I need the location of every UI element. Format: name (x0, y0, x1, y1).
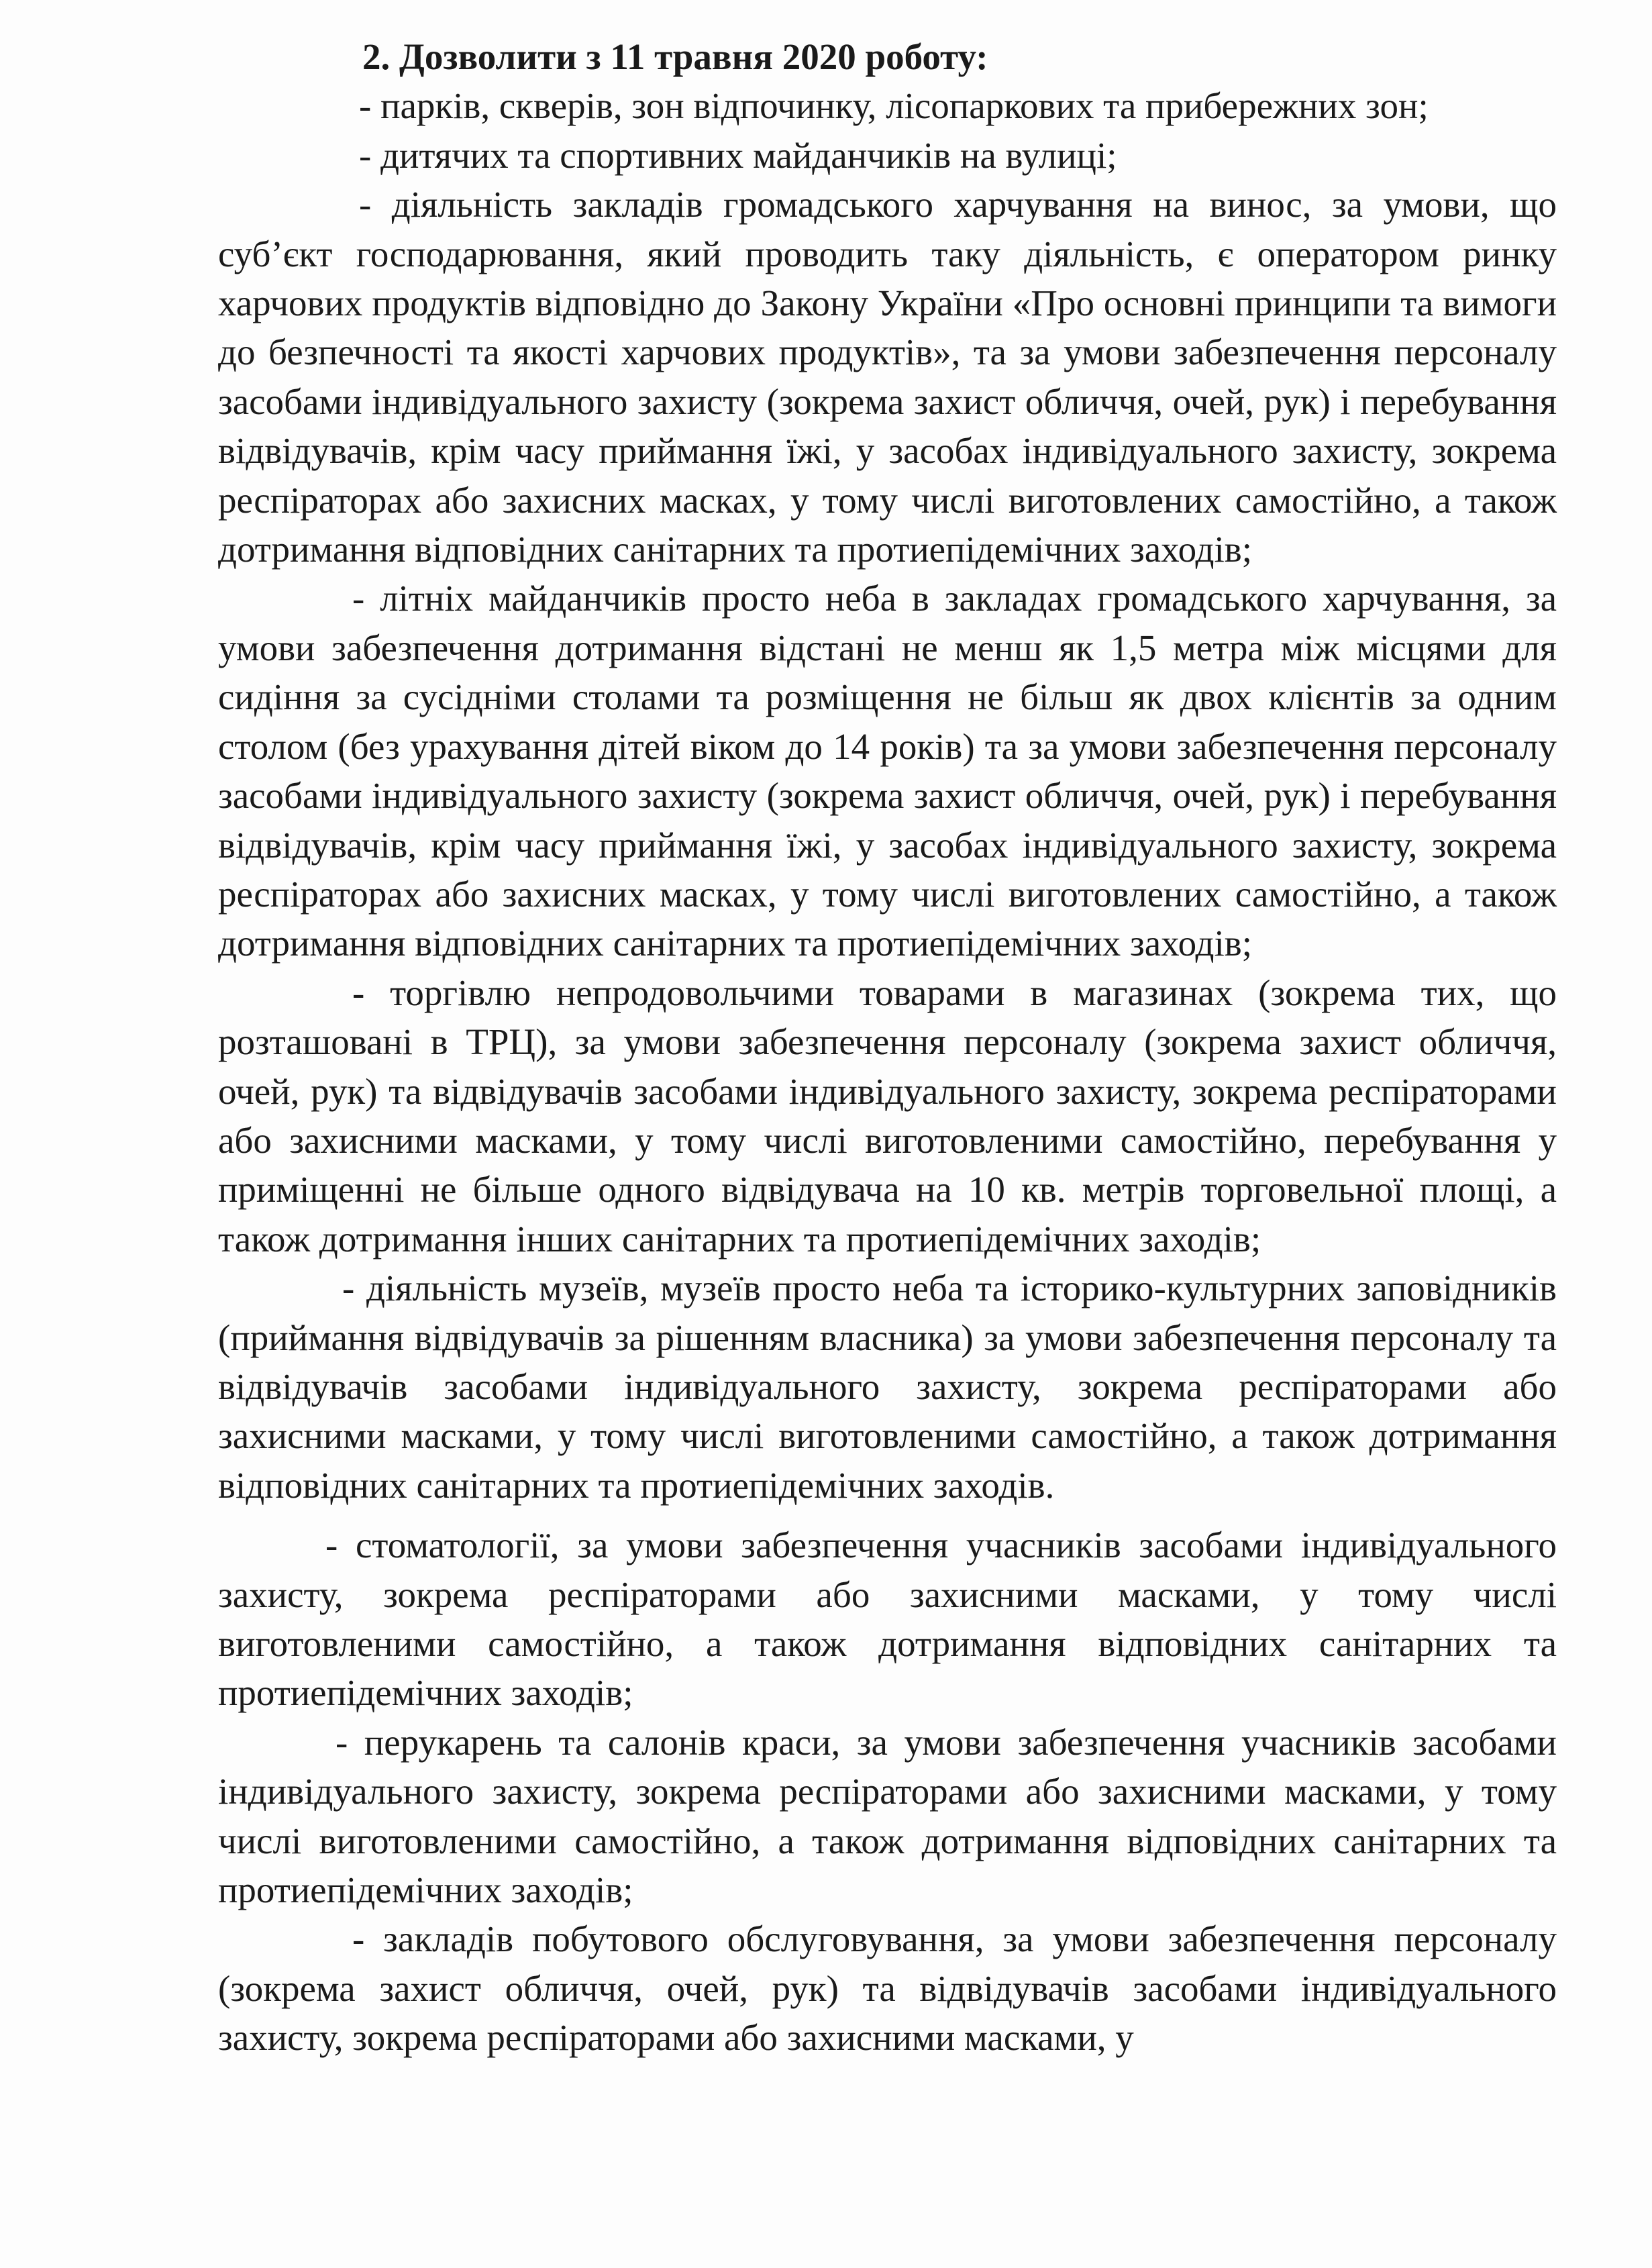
item-parks: - парків, скверів, зон відпочинку, лісопаркових та прибережних зон; (359, 85, 1429, 127)
item-summer-terraces: - літніх майданчиків просто неба в закладах громадського харчування, за умови забезпечення дотримання відстані не менш як 1,5 метра між місцями для сидіння за сусідніми столами та розміщення не більш як двох клієнтів за одним столом (без урахування дітей віком до 14 років) та за умови забезпечення персоналу засобами індивідуального захисту (зокрема захист обличчя, очей, рук) і перебування відвідувачів, крім часу приймання їжі, у засобах індивідуального захисту, зокрема респіраторах або захисних масках, у тому числі виготовлених самостійно, а також дотримання відповідних санітарних та протиепідемічних заходів; (218, 578, 1557, 964)
item-nonfood-retail: - торгівлю непродовольчими товарами в магазинах (зокрема тих, що розташовані в ТРЦ), за умови забезпечення персоналу (зокрема захист обличчя, очей, рук) та відвідувачів засобами індивідуального захисту, зокрема респіраторами або захисними масками, у тому числі виготовленими самостійно, перебування у приміщенні не більше одного відвідувача на 10 кв. метрів торговельної площі, а також дотримання інших санітарних та протиепідемічних заходів; (218, 972, 1557, 1259)
item-museums: - діяльність музеїв, музеїв просто неба та історико-культурних заповідників (приймання відвідувачів за рішенням власника) за умови забезпечення персоналу та відвідувачів засобами індивідуального захисту, зокрема респіраторами або захисними масками, у тому числі виготовленими самостійно, а також дотримання відповідних санітарних та протиепідемічних заходів. (218, 1268, 1557, 1506)
section-heading: 2. Дозволити з 11 травня 2020 роботу: (362, 36, 988, 77)
item-household-services: - закладів побутового обслуговування, за умови забезпечення персоналу (зокрема захист обличчя, очей, рук) та відвідувачів засобами індивідуального захисту, зокрема респіраторами або захисними масками, у (218, 1918, 1557, 2059)
item-dentistry: - стоматології, за умови забезпечення учасників засобами індивідуального захисту, зокрема респіраторами або захисними масками, у тому числі виготовленими самостійно, а також дотримання відповідних санітарних та протиепідемічних заходів; (218, 1525, 1557, 1714)
item-playgrounds: - дитячих та спортивних майданчиків на вулиці; (359, 134, 1117, 176)
item-food-takeaway: - діяльність закладів громадського харчування на винос, за умови, що суб’єкт господарювання, який проводить таку діяльність, є оператором ринку харчових продуктів відповідно до Закону України «Про основні принципи та вимоги до безпечності та якості харчових продуктів», та за умови забезпечення персоналу засобами індивідуального захисту (зокрема захист обличчя, очей, рук) і перебування відвідувачів, крім часу приймання їжі, у засобах індивідуального захисту, зокрема респіраторах або захисних масках, у тому числі виготовлених самостійно, а також дотримання відповідних санітарних та протиепідемічних заходів; (218, 184, 1557, 570)
document-body (218, 32, 1557, 2063)
item-hairdressers: - перукарень та салонів краси, за умови забезпечення учасників засобами індивідуального захисту, зокрема респіраторами або захисними масками, у тому числі виготовленими самостійно, а також дотримання відповідних санітарних та протиепідемічних заходів; (218, 1721, 1557, 1911)
